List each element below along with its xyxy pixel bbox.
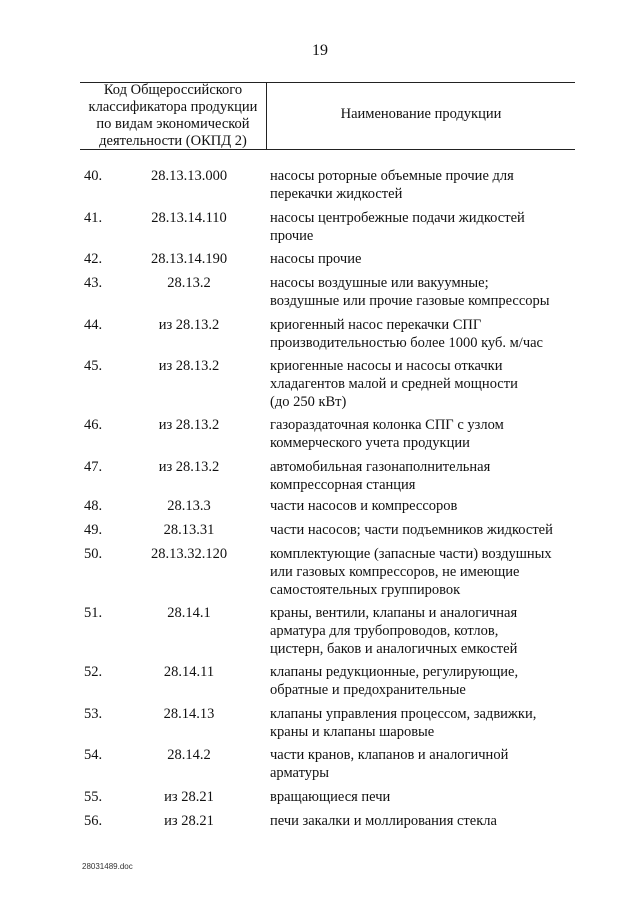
row-number: 45. — [84, 358, 103, 374]
okpd-code: 28.13.2 — [167, 275, 211, 291]
okpd-code: из 28.13.2 — [158, 358, 220, 374]
product-name: клапаны управления процессом, задвижки, краны и клапаны шаровые — [270, 706, 537, 740]
okpd-code: 28.14.1 — [167, 605, 211, 621]
product-name: части кранов, клапанов и аналогичной арматуры — [270, 747, 509, 781]
product-name: криогенный насос перекачки СПГ производительностью более 1000 куб. м/час — [270, 317, 543, 351]
row-number: 40. — [84, 168, 103, 184]
row-number: 41. — [84, 210, 103, 226]
okpd-code: из 28.21 — [164, 789, 214, 805]
product-name: криогенные насосы и насосы откачки хладагентов малой и средней мощности (до 250 кВт) — [270, 358, 518, 410]
okpd-code: 28.14.11 — [163, 664, 215, 680]
product-name: автомобильная газонаполнительная компрессорная станция — [270, 459, 491, 493]
product-name: части насосов; части подъемников жидкостей — [270, 522, 553, 538]
product-name: комплектующие (запасные части) воздушных или газовых компрессоров, не имеющие самостоятельных группировок — [270, 546, 552, 598]
okpd-code: из 28.13.2 — [158, 459, 220, 475]
row-number: 52. — [84, 664, 103, 680]
product-name: клапаны редукционные, регулирующие, обратные и предохранительные — [270, 664, 519, 698]
okpd-code: из 28.21 — [164, 813, 214, 829]
row-number: 51. — [84, 605, 103, 621]
row-number: 55. — [84, 789, 103, 805]
row-number: 46. — [84, 417, 103, 433]
product-name: вращающиеся печи — [270, 789, 391, 805]
okpd-code: 28.14.13 — [163, 706, 215, 722]
okpd-code: из 28.13.2 — [158, 417, 220, 433]
okpd-code: 28.13.14.110 — [151, 210, 227, 226]
header-code-column: Код Общероссийского классификатора продукции по видам экономической деятельности (ОКПД 2) — [88, 82, 258, 149]
product-name: насосы роторные объемные прочие для перекачки жидкостей — [270, 168, 514, 202]
row-number: 50. — [84, 546, 103, 562]
product-name: газораздаточная колонка СПГ с узлом коммерческого учета продукции — [270, 417, 504, 451]
okpd-code: 28.14.2 — [167, 747, 211, 763]
okpd-code: 28.13.3 — [167, 498, 211, 514]
page-number: 19 — [312, 42, 328, 59]
document-filename: 28031489.doc — [82, 862, 133, 871]
okpd-code: 28.13.14.190 — [150, 251, 228, 267]
product-name: краны, вентили, клапаны и аналогичная арматура для трубопроводов, котлов, цистерн, баков и аналогичных емкостей — [270, 605, 518, 657]
okpd-code: 28.13.32.120 — [150, 546, 228, 562]
okpd-code: 28.13.31 — [163, 522, 215, 538]
product-name: насосы прочие — [270, 251, 362, 267]
okpd-code: 28.13.13.000 — [150, 168, 228, 184]
product-name: насосы центробежные подачи жидкостей прочие — [270, 210, 525, 244]
row-number: 49. — [84, 522, 103, 538]
row-number: 53. — [84, 706, 103, 722]
row-number: 48. — [84, 498, 103, 514]
row-number: 43. — [84, 275, 103, 291]
product-name: насосы воздушные или вакуумные; воздушные или прочие газовые компрессоры — [270, 275, 550, 309]
row-number: 54. — [84, 747, 103, 763]
table-header — [80, 82, 575, 150]
row-number: 44. — [84, 317, 103, 333]
okpd-code: из 28.13.2 — [158, 317, 220, 333]
row-number: 56. — [84, 813, 103, 829]
product-name: части насосов и компрессоров — [270, 498, 458, 514]
product-name: печи закалки и моллирования стекла — [270, 813, 497, 829]
row-number: 47. — [84, 459, 103, 475]
row-number: 42. — [84, 251, 103, 267]
header-name-column: Наименование продукции — [340, 106, 502, 122]
